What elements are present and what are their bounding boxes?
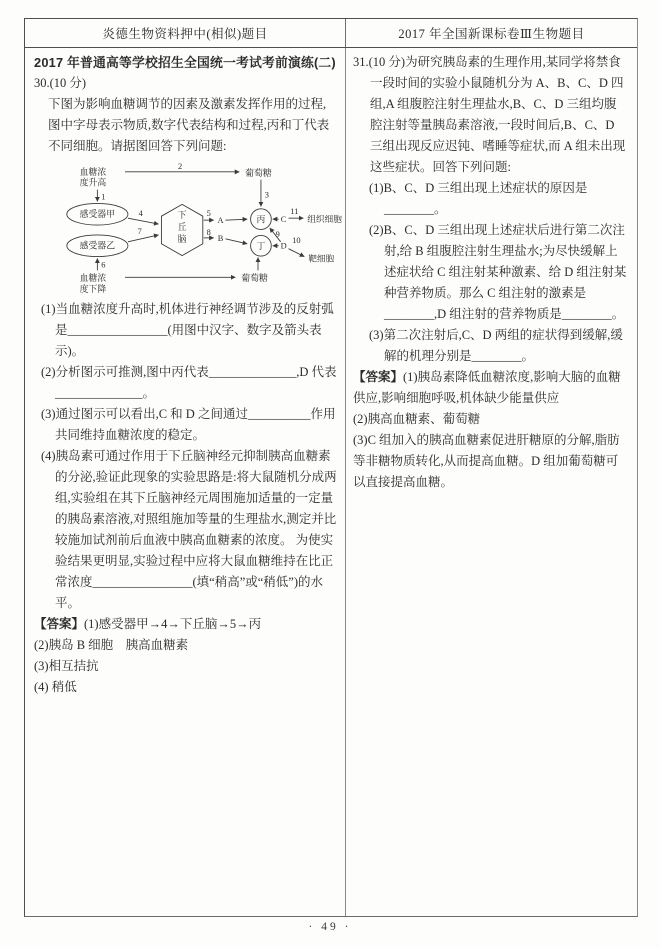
question-30-item-3: (3)通过图示可以看出,C 和 D 之间通过__________作用共同维持血糖浓度的稳定。 xyxy=(41,407,336,442)
label-tissue-cells: 组织细胞 xyxy=(307,214,342,225)
label-number-1: 1 xyxy=(101,192,106,202)
arrow-10 xyxy=(289,249,305,257)
label-letter-b: B xyxy=(217,233,224,243)
label-blood-rise-line1: 血糖浓 xyxy=(79,166,107,177)
label-receptor-jia: 感受器甲 xyxy=(79,209,116,220)
question-30-answer-3: (3)相互拮抗 xyxy=(34,659,99,673)
label-blood-rise-line2: 度升高 xyxy=(79,177,107,188)
question-30-answer-2: (2)胰岛 B 细胞 胰高血糖素 xyxy=(34,638,189,652)
question-31-item-2: (2)B、C、D 三组出现上述症状后进行第二次注射,给 B 组腹腔注射生理盐水;为尽快缓解上述症状给 C 组注射某种激素、给 D 组注射某种营养物质。那么 C 组注射的激素是________,D 组注射的营养物质是________。 xyxy=(369,223,627,321)
label-hypothalamus: 下丘脑 xyxy=(177,210,187,244)
page-number: · 49 · xyxy=(308,921,352,933)
label-blood-fall-line2: 度下降 xyxy=(79,284,107,295)
arrow-4 xyxy=(128,218,159,224)
question-30-answer-4: (4) 稍低 xyxy=(34,680,77,694)
label-letter-a: A xyxy=(217,216,224,226)
label-number-2: 2 xyxy=(178,162,183,171)
answer-text: (1)胰岛素降低血糖浓度,影响大脑的血糖供应,影响细胞呼吸,机体缺少能量供应 xyxy=(353,370,621,405)
question-31-item-3: (3)第二次注射后,C、D 两组的症状得到缓解,缓解的机理分别是________。 xyxy=(369,328,623,363)
label-number-7: 7 xyxy=(137,226,142,236)
label-blood-fall-line1: 血糖浓 xyxy=(79,273,107,284)
question-30-number: 30.(10 分) xyxy=(34,76,87,90)
header-right-title: 2017 年全国新课标卷Ⅲ生物题目 xyxy=(398,27,585,41)
answer-text: (1)感受器甲→4→下丘脑→5→丙 xyxy=(84,617,262,631)
label-letter-d: D xyxy=(280,241,287,251)
header-left-title: 炎德生物资料押中(相似)题目 xyxy=(25,19,346,47)
label-target-cells: 靶细胞 xyxy=(308,253,335,264)
arrow-7 xyxy=(128,235,159,242)
label-number-9: 9 xyxy=(275,229,280,239)
arrow-b-to-ding xyxy=(225,239,247,244)
question-31-answer-2: (2)胰高血糖素、葡萄糖 xyxy=(353,412,481,426)
label-number-3: 3 xyxy=(264,190,269,200)
arrow-a-to-bing xyxy=(225,219,247,220)
label-number-11: 11 xyxy=(290,207,299,217)
label-number-10: 10 xyxy=(292,235,301,245)
blood-glucose-regulation-diagram xyxy=(36,162,344,296)
question-30-item-1: (1)当血糖浓度升高时,机体进行神经调节涉及的反射弧是________________(用图中汉字、数字及箭头表示)。 xyxy=(41,302,334,358)
label-number-5: 5 xyxy=(206,209,211,219)
exam-title: 2017 年普通高等学校招生全国统一考试考前演练(二) xyxy=(34,55,336,70)
label-number-4: 4 xyxy=(138,209,143,219)
left-column-question-30 xyxy=(25,48,346,916)
label-cell-ding: 丁 xyxy=(256,241,266,252)
question-30-intro: 下图为影响血糖调节的因素及激素发挥作用的过程,图中字母表示物质,数字代表结构和过程,丙和丁代表不同细胞。请据图回答下列问题: xyxy=(48,97,330,153)
answer-label: 【答案】 xyxy=(353,370,404,384)
exam-table xyxy=(24,18,638,917)
question-30-item-2: (2)分析图示可推测,图中丙代表______________,D 代表______________。 xyxy=(41,365,337,400)
question-31-answer-1 xyxy=(353,367,629,409)
label-glucose-bottom: 葡萄糖 xyxy=(241,273,268,284)
question-30-item-4: (4)胰岛素可通过作用于下丘脑神经元抑制胰高血糖素的分泌,验证此现象的实验思路是:将大鼠随机分成两组,实验组在其下丘脑神经元周围施加适量的一定量的胰岛素溶液,对照组施加等量的生理盐水,测定并比较施加试剂前后血液中胰高血糖素的浓度。 为使实验结果更明显,实验过程中应将大鼠血糖维持在比正常浓度________________(填“稍高”或“稍低”)的水平。 xyxy=(41,449,337,610)
question-31-intro: 31.(10 分)为研究胰岛素的生理作用,某同学将禁食一段时间的实验小鼠随机分为 A、B、C、D 四组,A 组腹腔注射生理盐水,B、C、D 三组均腹腔注射等量胰岛素溶液,一段时间后,B、C、D 三组出现反应迟钝、嗜睡等症状,而 A 组未出现这些症状。回答下列问题: xyxy=(353,55,626,174)
label-letter-c: C xyxy=(280,215,287,225)
right-column-question-31 xyxy=(346,48,637,916)
label-number-8: 8 xyxy=(206,227,211,237)
answer-label: 【答案】 xyxy=(34,617,85,631)
label-receptor-yi: 感受器乙 xyxy=(79,240,116,251)
label-glucose-top: 葡萄糖 xyxy=(245,167,272,178)
question-31-answer-3: (3)C 组加入的胰高血糖素促进肝糖原的分解,脂肪等非糖物质转化,从而提高血糖。D 组加葡萄糖可以直接提高血糖。 xyxy=(353,433,620,489)
label-number-6: 6 xyxy=(101,260,106,270)
table-body-row xyxy=(25,48,637,916)
question-31-item-1: (1)B、C、D 三组出现上述症状的原因是________。 xyxy=(369,181,588,216)
label-cell-bing: 丙 xyxy=(256,214,266,225)
question-30-answer-1 xyxy=(34,614,337,635)
table-header-row xyxy=(25,19,637,48)
